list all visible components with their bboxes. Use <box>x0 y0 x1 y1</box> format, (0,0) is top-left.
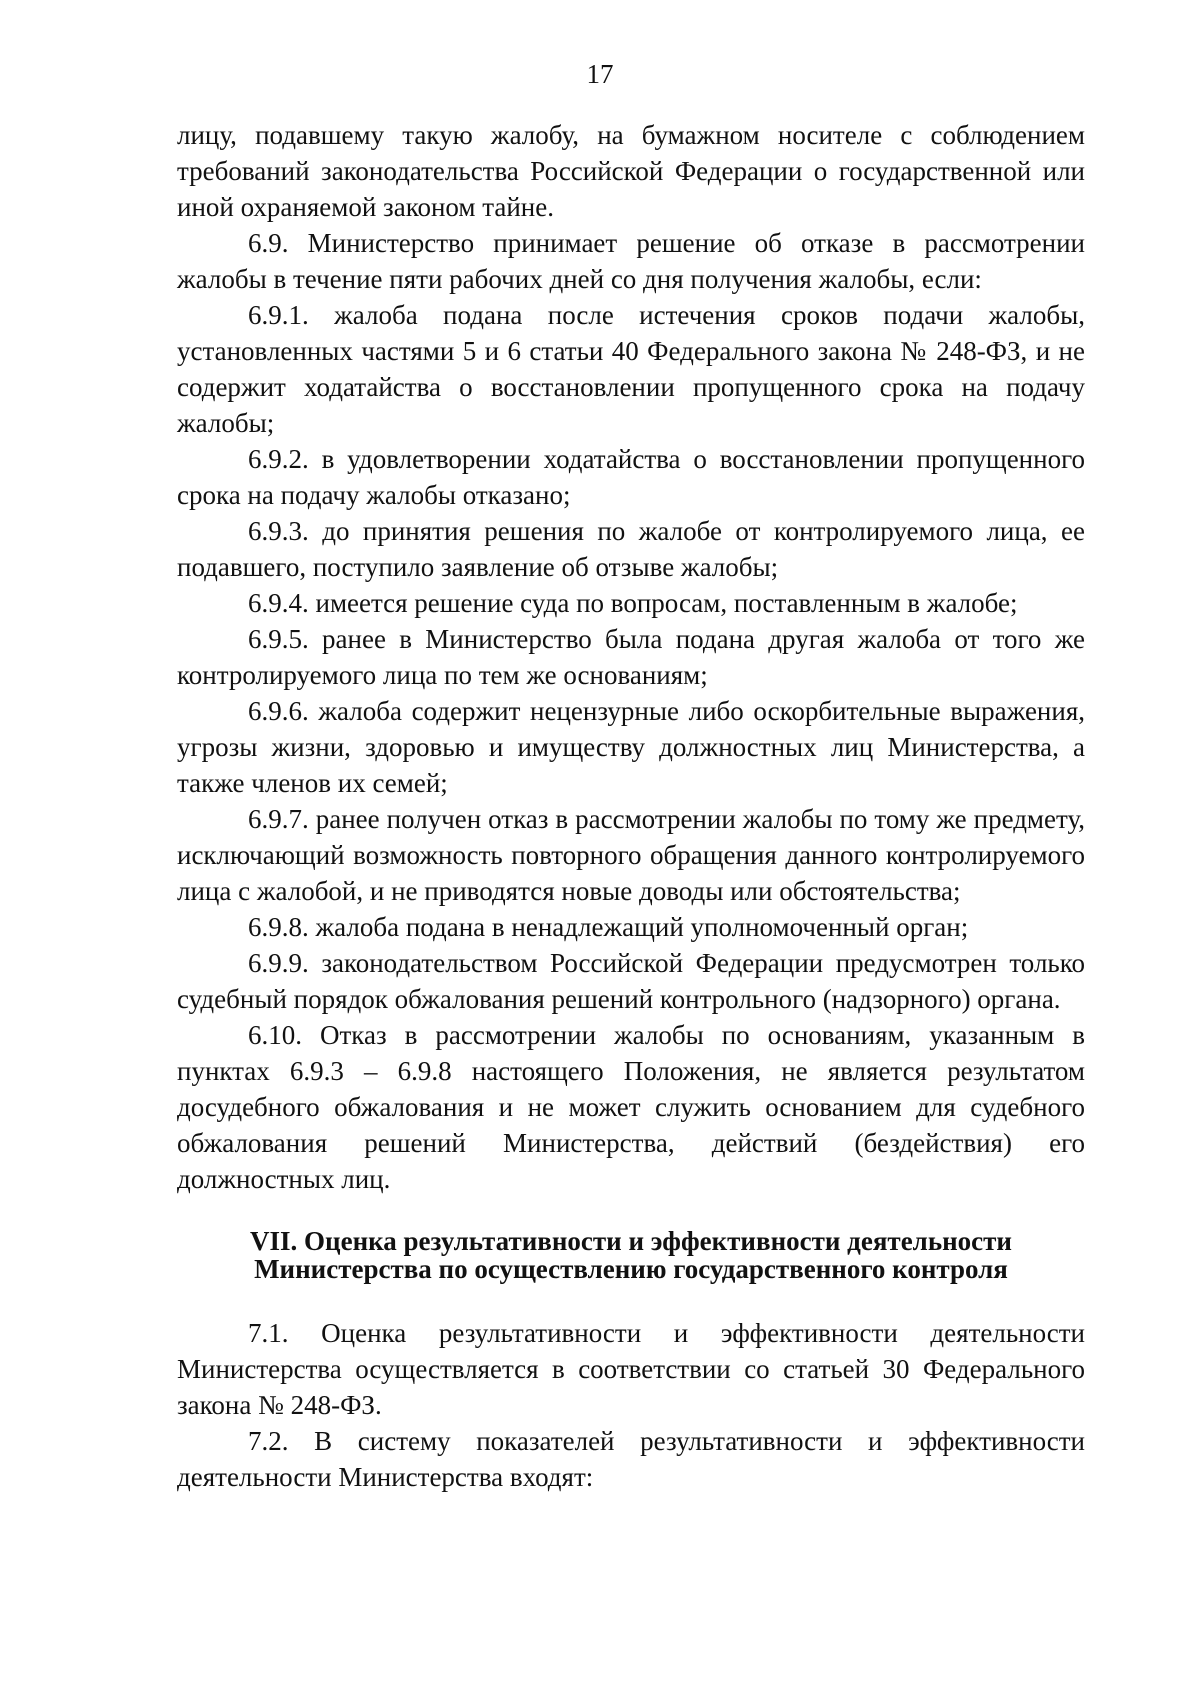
paragraph: 6.9.1. жалоба подана после истечения сроков подачи жалобы, установленных частями 5 и 6 статьи 40 Федерального закона № 248-ФЗ, и не содержит ходатайства о восстановлении пропущенного срока на подачу жалобы; <box>177 300 1085 438</box>
paragraph: 7.1. Оценка результативности и эффективности деятельности Министерства осуществляется в соответствии со статьей 30 Федерального закона № 248-ФЗ. <box>177 1318 1085 1420</box>
paragraph-group-after <box>177 1315 1085 1495</box>
paragraph: 6.9.8. жалоба подана в ненадлежащий уполномоченный орган; <box>248 912 969 942</box>
paragraph-group-before <box>177 117 1085 1197</box>
page-number: 17 <box>586 59 614 89</box>
document-body <box>177 117 1085 1495</box>
paragraph: 6.9.7. ранее получен отказ в рассмотрении жалобы по тому же предмету, исключающий возможность повторного обращения данного контролируемого лица с жалобой, и не приводятся новые доводы или обстоятельства; <box>177 804 1085 906</box>
paragraph: 7.2. В систему показателей результативности и эффективности деятельности Министерства входят: <box>177 1426 1085 1492</box>
paragraph: 6.9.2. в удовлетворении ходатайства о восстановлении пропущенного срока на подачу жалобы отказано; <box>177 444 1085 510</box>
section-heading-line-1: VII. Оценка результативности и эффективности деятельности <box>250 1226 1012 1256</box>
paragraph: лицу, подавшему такую жалобу, на бумажном носителе с соблюдением требований законодательства Российской Федерации о государственной или иной охраняемой законом тайне. <box>177 120 1085 222</box>
paragraph: 6.10. Отказ в рассмотрении жалобы по основаниям, указанным в пунктах 6.9.3 – 6.9.8 настоящего Положения, не является результатом досудебного обжалования и не может служить основанием для судебного обжалования решений Министерства, действий (бездействия) его должностных лиц. <box>177 1020 1085 1194</box>
paragraph: 6.9.3. до принятия решения по жалобе от контролируемого лица, ее подавшего, поступило заявление об отзыве жалобы; <box>177 516 1085 582</box>
paragraph: 6.9.9. законодательством Российской Федерации предусмотрен только судебный порядок обжалования решений контрольного (надзорного) органа. <box>177 948 1085 1014</box>
paragraph: 6.9.6. жалоба содержит нецензурные либо оскорбительные выражения, угрозы жизни, здоровью и имуществу должностных лиц Министерства, а также членов их семей; <box>177 696 1085 798</box>
paragraph: 6.9. Министерство принимает решение об отказе в рассмотрении жалобы в течение пяти рабочих дней со дня получения жалобы, если: <box>177 228 1085 294</box>
section-heading <box>177 1227 1085 1283</box>
paragraph: 6.9.4. имеется решение суда по вопросам, поставленным в жалобе; <box>248 588 1018 618</box>
paragraph: 6.9.5. ранее в Министерство была подана другая жалоба от того же контролируемого лица по тем же основаниям; <box>177 624 1085 690</box>
section-heading-line-2: Министерства по осуществлению государственного контроля <box>254 1254 1008 1284</box>
